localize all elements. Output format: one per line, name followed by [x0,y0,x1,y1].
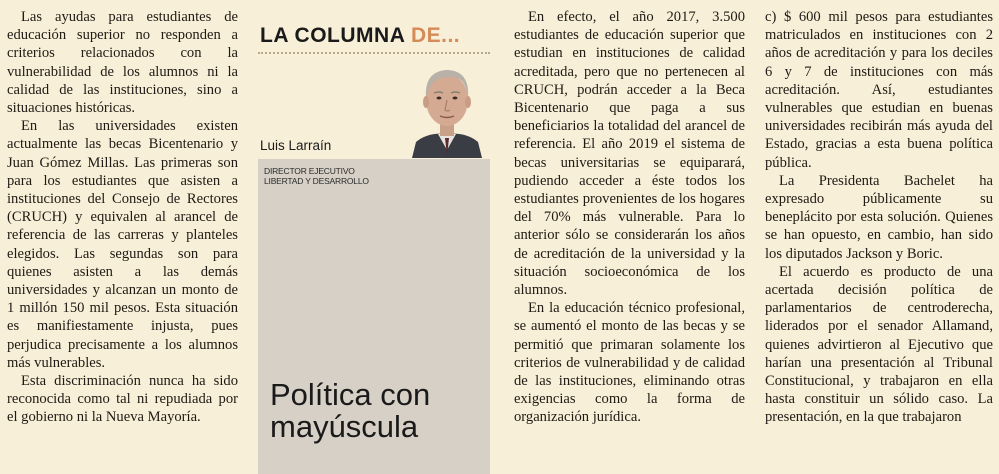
author-role-line-1: DIRECTOR EJECUTIVO [264,166,355,176]
column4-paragraph-3: El acuerdo es producto de una acertada decisión política de parlamentarios de centroderecha, liderados por el senador Allamand, quienes advirtieron al Ejecutivo que harían una presentación al Tribunal Constitucional, y trabajaron en ella hasta constituir un sólido caso. La presentación, en la que trabajaron [765,263,993,426]
column-header [260,24,460,48]
column1-paragraph-1: Las ayudas para estudiantes de educación superior no responden a criterios relacionados con la vulnerabilidad de los alumnos ni la calidad de las instituciones, sino a situaciones históricas. [7,9,238,117]
author-name: Luis Larraín [260,138,332,153]
column3-paragraph-2: En la educación técnico profesional, se aumentó el monto de las becas y se permitió que primaran solamente los criterios de vulnerabilidad y de calidad de las instituciones, eliminando otras exigencias como la forma de organización jurídica. [514,300,745,426]
headline-panel [258,159,490,474]
column-header-de: DE... [410,24,461,47]
author-role-line-2: LIBERTAD Y DESARROLLO [264,176,369,186]
article-headline [270,379,430,443]
column4-paragraph-2: La Presidenta Bachelet ha expresado públicamente su beneplácito por esta solución. Quienes se han opuesto, en cambio, han sido los diputados Jackson y Boric. [765,172,993,262]
article-column-1 [7,8,238,427]
author-portrait-icon [408,58,486,158]
article-column-4 [765,8,993,427]
headline-line-2: mayúscula [270,409,419,444]
column1-paragraph-2: En las universidades existen actualmente las becas Bicentenario y Juan Gómez Millas. Las primeras son para los estudiantes que asisten a instituciones del Consejo de Rectores (CRUCH) y equivalen al arancel de referencia de las carreras y planteles elegidos. Las segundas son para quienes asisten a las demás universidades y alcanzan un monto de 1 millón 150 mil pesos. Esta situación es manifiestamente injusta, pues perjudica precisamente a los alumnos más vulnerables. [7,118,238,371]
author-sidebar [258,0,490,474]
author-role [264,166,369,186]
column3-paragraph-1: En efecto, el año 2017, 3.500 estudiantes de educación superior que estudian en instituciones de calidad acreditada, pero que no pertenecen al CRUCH, podrán acceder a la Beca Bicentenario que paga a sus beneficiarios la totalidad del arancel de referencia. El año 2019 el sistema de becas universitarias se equiparará, pudiendo acceder a éste todos los estudiantes provenientes de los hogares del 70% más vulnerable. Para lo anterior sólo se considerarán los años de acreditación de la universidad y la situación socioeconómica de los alumnos. [514,9,745,299]
column4-paragraph-1: c) $ 600 mil pesos para estudiantes matriculados en instituciones con 2 años de acreditación y para los deciles 6 y 7 de instituciones con más acreditación. Así, estudiantes vulnerables que estudian en buenas universidades recibirán más ayuda del Estado, gracias a esta buena política pública. [765,9,993,171]
column1-paragraph-3: Esta discriminación nunca ha sido reconocida como tal ni repudiada por el gobierno ni la Nueva Mayoría. [7,373,238,426]
header-divider [258,52,490,54]
article-column-3 [514,8,745,427]
headline-line-1: Política con [270,377,431,412]
column-header-main: LA COLUMNA [260,24,405,47]
